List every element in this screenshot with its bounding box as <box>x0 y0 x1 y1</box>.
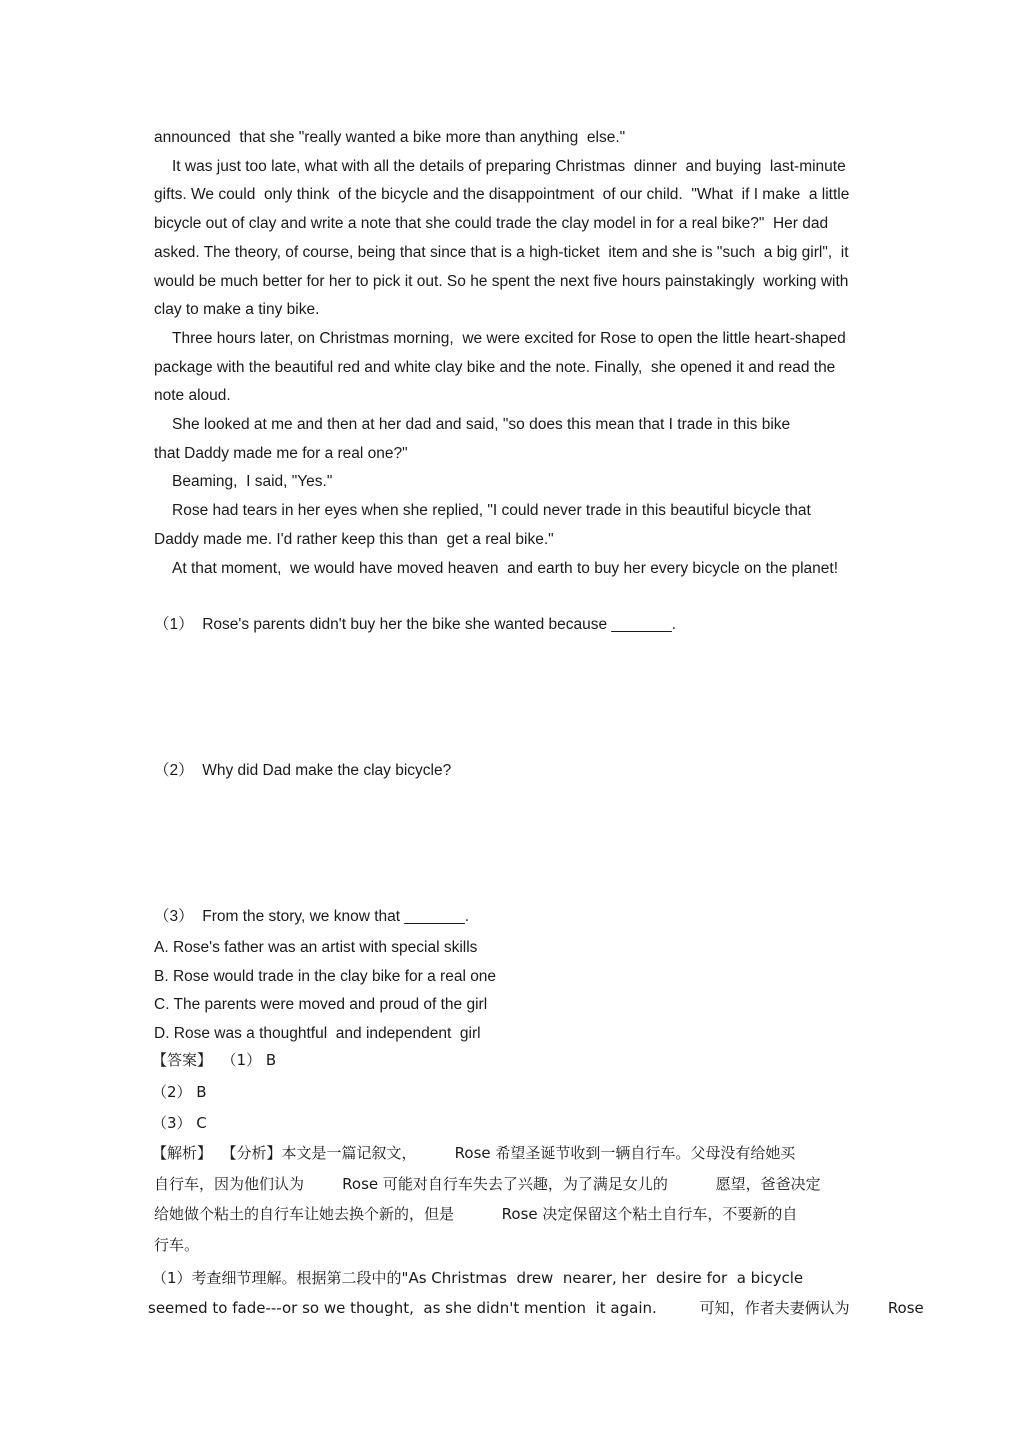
answer-1: 【答案】 （1） B <box>152 1051 277 1069</box>
passage-line: clay to make a tiny bike. <box>154 301 320 318</box>
analysis-line: 自行车，因为他们认为 Rose 可能对自行车失去了兴趣，为了满足女儿的 愿望，爸爸决定 <box>154 1175 821 1193</box>
passage-line: It was just too late, what with all the details of preparing Christmas dinner and buying last-minute <box>172 158 846 175</box>
passage-line: Three hours later, on Christmas morning, we were excited for Rose to open the little heart-shaped <box>172 330 846 347</box>
passage-line: bicycle out of clay and write a note that she could trade the clay model in for a real bike?" Her dad <box>154 215 829 232</box>
passage-line: note aloud. <box>154 387 231 404</box>
passage-line: Daddy made me. I'd rather keep this than get a real bike." <box>154 531 554 548</box>
passage-line: package with the beautiful red and white clay bike and the note. Finally, she opened it and read the <box>154 359 836 376</box>
passage-line: Rose had tears in her eyes when she replied, "I could never trade in this beautiful bicycle that <box>172 502 811 519</box>
passage-line: gifts. We could only think of the bicycle and the disappointment of our child. "What if I make a little <box>154 186 850 203</box>
analysis-line: 给她做个粘土的自行车让她去换个新的，但是 Rose 决定保留这个粘土自行车，不要新的自 <box>154 1205 798 1223</box>
answer-2: （2） B <box>152 1083 207 1101</box>
analysis-line: （1）考查细节理解。根据第二段中的"As Christmas drew nearer, her desire for a bicycle <box>152 1269 804 1287</box>
passage-line: that Daddy made me for a real one?" <box>154 445 408 462</box>
question-1: （1） Rose's parents didn't buy her the bike she wanted because _______. <box>154 616 677 633</box>
option-b: B. Rose would trade in the clay bike for a real one <box>154 968 497 985</box>
option-a: A. Rose's father was an artist with special skills <box>154 939 478 956</box>
option-d: D. Rose was a thoughtful and independent girl <box>154 1025 481 1042</box>
passage-line: She looked at me and then at her dad and said, "so does this mean that I trade in this bike <box>172 416 791 433</box>
analysis-line: 【解析】 【分析】本文是一篇记叙文， Rose 希望圣诞节收到一辆自行车。父母没有给她买 <box>152 1144 796 1162</box>
analysis-line: 行车。 <box>154 1236 200 1254</box>
passage-line: At that moment, we would have moved heaven and earth to buy her every bicycle on the planet! <box>172 560 839 577</box>
question-3: （3） From the story, we know that _______. <box>154 908 470 925</box>
passage-line: Beaming, I said, "Yes." <box>172 473 333 490</box>
option-c: C. The parents were moved and proud of the girl <box>154 996 488 1013</box>
passage-line: announced that she "really wanted a bike more than anything else." <box>154 129 626 146</box>
question-2: （2） Why did Dad make the clay bicycle? <box>154 762 452 779</box>
passage-line: asked. The theory, of course, being that since that is a high-ticket item and she is "such a big girl", it <box>154 244 849 261</box>
analysis-line: seemed to fade---or so we thought, as she didn't mention it again. 可知，作者夫妻俩认为 Rose <box>148 1299 924 1317</box>
passage-line: would be much better for her to pick it out. So he spent the next five hours painstakingly working with <box>154 273 849 290</box>
answer-3: （3） C <box>152 1114 207 1132</box>
